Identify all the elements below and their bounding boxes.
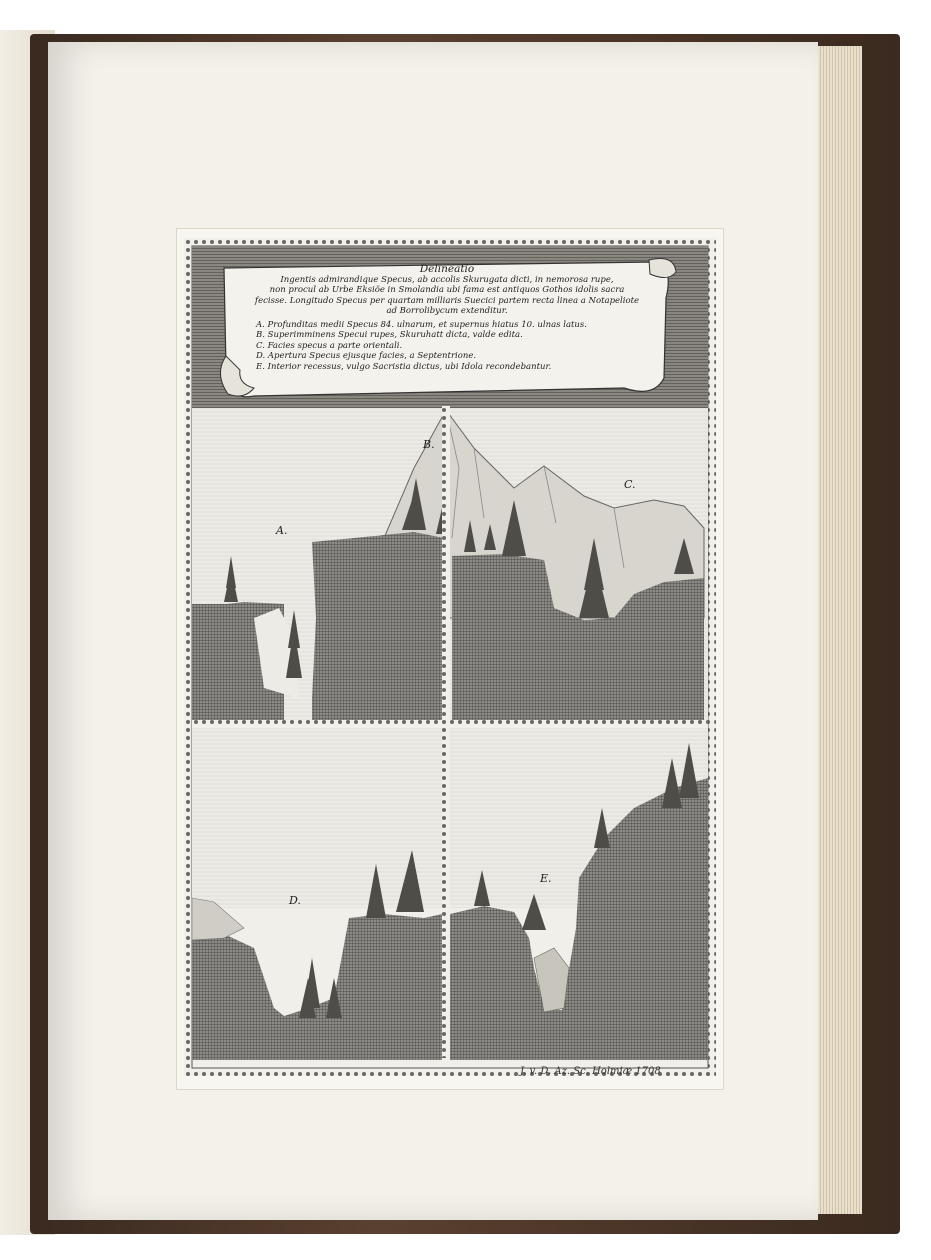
plate-illustration — [184, 238, 716, 1076]
panel-label-d: D. — [289, 894, 301, 907]
panel-label-b: B. — [423, 438, 435, 451]
panel-label-c: C. — [624, 478, 636, 491]
legend-item: A. Profunditas medii Specus 84. ulnarum, et supernus hiatus 10. ulnas latus. — [256, 319, 587, 330]
description-line-4: ad Borrolibycum extenditur. — [386, 306, 508, 316]
panel-label-e: E. — [540, 872, 552, 885]
page-edges — [812, 46, 862, 1214]
rock-panel-a-right — [312, 532, 444, 724]
legend-item: D. Apertura Specus ejusque facies, a Septentrione. — [256, 351, 477, 361]
panel-label-a: A. — [276, 524, 288, 537]
description-line-3: fecisse. Longitudo Specus per quartam milliaris Suecici partem recta linea a Notapeliote — [254, 295, 640, 306]
legend-item: E. Interior recessus, vulgo Sacristia dictus, ubi Idola recondebantur. — [256, 361, 552, 372]
vertical-divider — [442, 406, 450, 1058]
plate-title: Delineatio — [419, 264, 475, 275]
description-line-2: non procul ab Urbe Eksiöe in Smolandia ubi fama est antiquos Gothos idolis sacra — [269, 285, 625, 295]
description-line-1: Ingentis admirandique Specus, ab accolis Skurugata dicti, in nemorosa rupe, — [280, 274, 614, 285]
legend-item: B. Superimminens Specui rupes, Skuruhatt dicta, valde edita. — [256, 330, 523, 340]
engraver-signature: J. v. D. Az. Sc. Holmiæ 1708 — [520, 1066, 661, 1077]
horizontal-divider — [192, 720, 708, 728]
legend-item: C. Facies specus a parte orientali. — [256, 340, 403, 351]
